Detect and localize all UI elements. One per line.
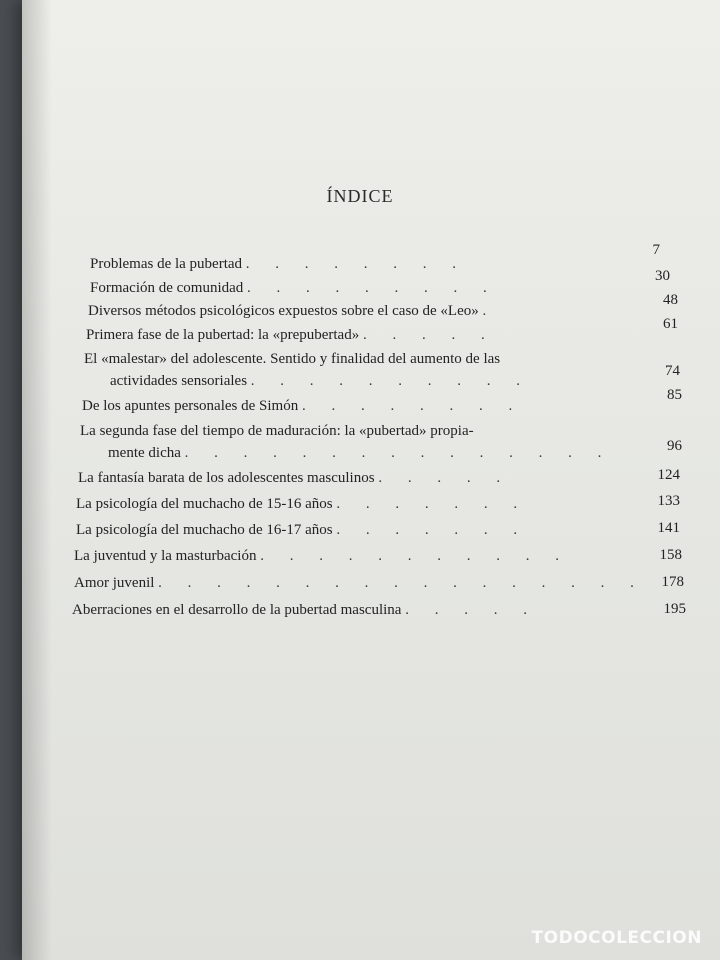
toc-page-number: 96 <box>667 438 682 454</box>
toc-entry: La psicología del muchacho de 16-17 años . . . . . . . <box>76 522 529 538</box>
toc-entry: Diversos métodos psicológicos expuestos sobre el caso de «Leo» . <box>88 303 498 319</box>
toc-entry: Formación de comunidad . . . . . . . . . <box>90 280 498 296</box>
toc-entry: El «malestar» del adolescente. Sentido y finalidad del aumento de las <box>84 351 501 367</box>
toc-page-number: 30 <box>655 268 670 284</box>
toc-page-number: 178 <box>661 574 684 590</box>
toc-entry: Problemas de la pubertad . . . . . . . . <box>90 256 468 272</box>
toc-page-number: 61 <box>663 316 678 332</box>
toc-entry: La segunda fase del tiempo de maduración: la «pubertad» propia- <box>80 423 474 439</box>
toc-entry: La fantasía barata de los adolescentes masculinos . . . . . <box>78 470 512 486</box>
toc-entry: Primera fase de la pubertad: la «prepubertad» . . . . . <box>86 327 496 343</box>
toc-entry: Amor juvenil . . . . . . . . . . . . . . . . . <box>74 575 645 591</box>
toc-page-number: 141 <box>657 520 680 536</box>
toc-page-number: 85 <box>667 387 682 403</box>
toc-page-number: 74 <box>665 363 680 379</box>
toc-page-number: 195 <box>663 601 686 617</box>
toc-page-number: 48 <box>663 292 678 308</box>
toc-page-number: 124 <box>657 467 680 483</box>
toc-entry: Aberraciones en el desarrollo de la pubertad masculina . . . . . <box>72 602 538 618</box>
toc-entry: mente dicha . . . . . . . . . . . . . . . <box>108 445 613 461</box>
toc-page-number: 133 <box>657 493 680 509</box>
toc-entry: De los apuntes personales de Simón . . . . . . . . <box>82 398 524 414</box>
toc-entry: La juventud y la masturbación . . . . . . . . . . . <box>74 548 570 564</box>
watermark-logo: TODOCOLECCION <box>531 928 702 948</box>
index-heading: ÍNDICE <box>326 186 394 206</box>
toc-entry: actividades sensoriales . . . . . . . . . . <box>110 373 532 389</box>
toc-page-number: 158 <box>659 547 682 563</box>
toc-entry: La psicología del muchacho de 15-16 años . . . . . . . <box>76 496 529 512</box>
toc-page-number: 7 <box>652 242 660 258</box>
